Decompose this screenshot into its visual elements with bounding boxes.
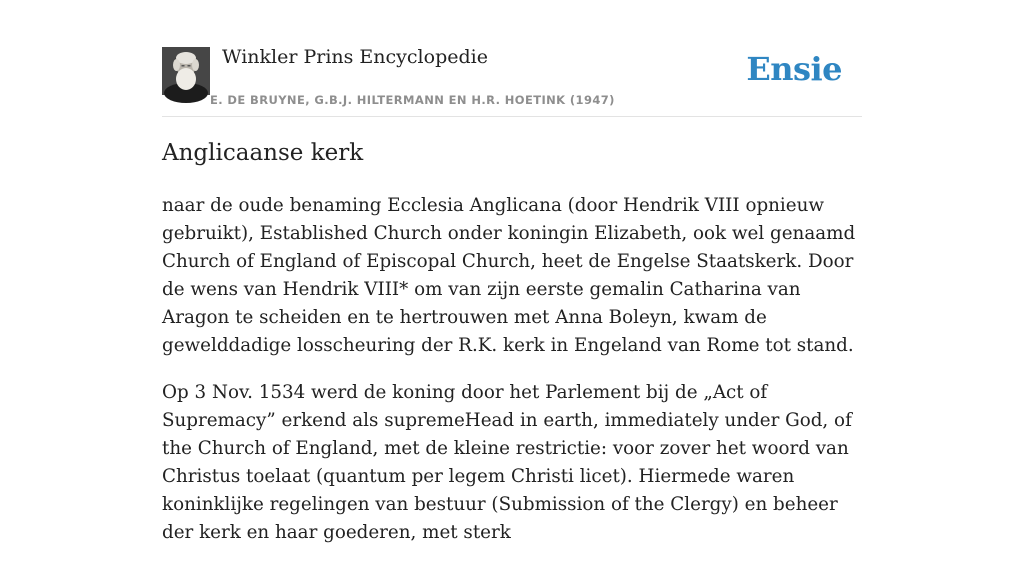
source-header <box>162 40 862 117</box>
article-body <box>162 192 862 566</box>
author-avatar[interactable] <box>162 47 210 95</box>
article-title: Anglicaanse kerk <box>162 140 364 166</box>
source-title[interactable]: Winkler Prins Encyclopedie <box>222 46 488 68</box>
source-authors: E. DE BRUYNE, G.B.J. HILTERMANN EN H.R. HOETINK (1947) <box>210 93 615 107</box>
ensie-logo[interactable]: Ensie <box>746 50 842 88</box>
article-paragraph: Op 3 Nov. 1534 werd de koning door het Parlement bij de „Act of Supremacy” erkend als supremeHead in earth, immediately under God, of the Church of England, met de kleine restrictie: voor zover het woord van Christus toelaat (quantum per legem Christi licet). Hiermede waren koninklijke regelingen van bestuur (Submission of the Clergy) en beheer der kerk en haar goederen, met sterk <box>162 382 852 543</box>
avatar-portrait-image <box>162 47 210 95</box>
article-paragraph: naar de oude benaming Ecclesia Anglicana (door Hendrik VIII opnieuw gebruikt), Established Church onder koningin Elizabeth, ook wel genaamd Church of England of Episcopal Church, heet de Engelse Staatskerk. Door de wens van Hendrik VIII* om van zijn eerste gemalin Catharina van Aragon te scheiden en te hertrouwen met Anna Boleyn, kwam de gewelddadige losscheuring der R.K. kerk in Engeland van Rome tot stand. <box>162 195 856 356</box>
